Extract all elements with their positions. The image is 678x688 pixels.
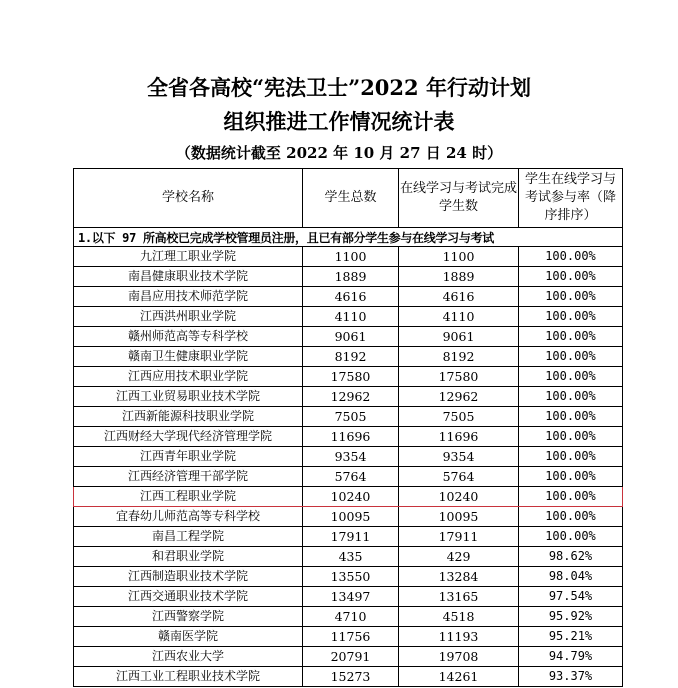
table-row	[74, 527, 623, 547]
school-name-cell: 江西制造职业技术学院	[74, 567, 303, 587]
participation-rate-cell: 100.00%	[519, 267, 623, 287]
student-total-cell: 4110	[303, 307, 399, 327]
table-row	[74, 507, 623, 527]
participation-rate-cell: 93.37%	[519, 667, 623, 687]
school-name-cell: 宜春幼儿师范高等专科学校	[74, 507, 303, 527]
school-name-cell: 江西交通职业技术学院	[74, 587, 303, 607]
school-name-cell: 赣南医学院	[74, 627, 303, 647]
completed-count-cell: 11193	[399, 627, 519, 647]
student-total-cell: 12962	[303, 387, 399, 407]
participation-rate-cell: 100.00%	[519, 287, 623, 307]
page-title-line2: 组织推进工作情况统计表	[223, 109, 455, 134]
participation-rate-cell: 100.00%	[519, 247, 623, 267]
section-header-row	[74, 228, 623, 247]
table-row	[74, 407, 623, 427]
student-total-cell: 10240	[303, 487, 399, 507]
table-row	[74, 647, 623, 667]
completed-count-cell: 4110	[399, 307, 519, 327]
student-total-cell: 4616	[303, 287, 399, 307]
table-header-row	[74, 169, 623, 228]
student-total-cell: 13497	[303, 587, 399, 607]
table-row	[74, 587, 623, 607]
school-name-cell: 江西洪州职业学院	[74, 307, 303, 327]
completed-count-cell: 9061	[399, 327, 519, 347]
participation-rate-cell: 95.92%	[519, 607, 623, 627]
participation-rate-cell: 100.00%	[519, 407, 623, 427]
table-row	[74, 247, 623, 267]
student-total-cell: 1889	[303, 267, 399, 287]
student-total-cell: 9061	[303, 327, 399, 347]
completed-count-cell: 19708	[399, 647, 519, 667]
school-name-cell: 江西财经大学现代经济管理学院	[74, 427, 303, 447]
school-name-cell: 赣州师范高等专科学校	[74, 327, 303, 347]
participation-rate-cell: 98.04%	[519, 567, 623, 587]
student-total-cell: 9354	[303, 447, 399, 467]
school-name-cell: 江西工程职业学院	[74, 487, 303, 507]
completed-count-cell: 17580	[399, 367, 519, 387]
table-row	[74, 427, 623, 447]
student-total-cell: 1100	[303, 247, 399, 267]
student-total-cell: 17911	[303, 527, 399, 547]
student-total-cell: 8192	[303, 347, 399, 367]
completed-count-cell: 13284	[399, 567, 519, 587]
completed-count-cell: 5764	[399, 467, 519, 487]
participation-rate-cell: 100.00%	[519, 447, 623, 467]
student-total-cell: 15273	[303, 667, 399, 687]
student-total-cell: 11756	[303, 627, 399, 647]
participation-rate-cell: 98.62%	[519, 547, 623, 567]
participation-rate-cell: 100.00%	[519, 427, 623, 447]
table-row	[74, 387, 623, 407]
school-name-cell: 江西经济管理干部学院	[74, 467, 303, 487]
student-total-cell: 7505	[303, 407, 399, 427]
school-name-cell: 江西农业大学	[74, 647, 303, 667]
table-row	[74, 567, 623, 587]
table-row	[74, 487, 623, 507]
table-row	[74, 607, 623, 627]
school-name-cell: 江西工业贸易职业技术学院	[74, 387, 303, 407]
completed-count-cell: 1889	[399, 267, 519, 287]
school-name-cell: 南昌应用技术师范学院	[74, 287, 303, 307]
participation-rate-cell: 95.21%	[519, 627, 623, 647]
school-name-cell: 九江理工职业学院	[74, 247, 303, 267]
table-row	[74, 447, 623, 467]
page-subtitle: （数据统计截至 2022 年 10 月 27 日 24 时）	[175, 144, 503, 162]
student-total-cell: 17580	[303, 367, 399, 387]
school-name-cell: 江西新能源科技职业学院	[74, 407, 303, 427]
participation-rate-cell: 94.79%	[519, 647, 623, 667]
completed-count-cell: 13165	[399, 587, 519, 607]
table-row	[74, 467, 623, 487]
participation-rate-cell: 100.00%	[519, 527, 623, 547]
school-name-cell: 南昌健康职业技术学院	[74, 267, 303, 287]
school-name-cell: 江西青年职业学院	[74, 447, 303, 467]
student-total-cell: 11696	[303, 427, 399, 447]
participation-rate-cell: 100.00%	[519, 467, 623, 487]
student-total-cell: 20791	[303, 647, 399, 667]
school-name-cell: 江西工业工程职业技术学院	[74, 667, 303, 687]
completed-count-cell: 9354	[399, 447, 519, 467]
participation-rate-cell: 100.00%	[519, 347, 623, 367]
completed-count-cell: 7505	[399, 407, 519, 427]
table-row	[74, 267, 623, 287]
header-total: 学生总数	[303, 169, 399, 228]
header-school: 学校名称	[74, 169, 303, 228]
school-name-cell: 赣南卫生健康职业学院	[74, 347, 303, 367]
table-row	[74, 627, 623, 647]
table-row	[74, 367, 623, 387]
student-total-cell: 4710	[303, 607, 399, 627]
participation-rate-cell: 100.00%	[519, 487, 623, 507]
header-rate: 学生在线学习与考试参与率（降序排序）	[519, 169, 623, 228]
school-name-cell: 江西警察学院	[74, 607, 303, 627]
completed-count-cell: 8192	[399, 347, 519, 367]
participation-rate-cell: 97.54%	[519, 587, 623, 607]
completed-count-cell: 14261	[399, 667, 519, 687]
completed-count-cell: 17911	[399, 527, 519, 547]
table-row	[74, 327, 623, 347]
participation-rate-cell: 100.00%	[519, 307, 623, 327]
completed-count-cell: 4616	[399, 287, 519, 307]
student-total-cell: 13550	[303, 567, 399, 587]
completed-count-cell: 429	[399, 547, 519, 567]
participation-rate-cell: 100.00%	[519, 367, 623, 387]
table-row	[74, 547, 623, 567]
completed-count-cell: 11696	[399, 427, 519, 447]
participation-rate-cell: 100.00%	[519, 327, 623, 347]
school-name-cell: 南昌工程学院	[74, 527, 303, 547]
table-row	[74, 347, 623, 367]
header-completed: 在线学习与考试完成学生数	[399, 169, 519, 228]
completed-count-cell: 12962	[399, 387, 519, 407]
stats-table	[73, 168, 623, 687]
student-total-cell: 435	[303, 547, 399, 567]
completed-count-cell: 4518	[399, 607, 519, 627]
student-total-cell: 10095	[303, 507, 399, 527]
table-row	[74, 667, 623, 687]
participation-rate-cell: 100.00%	[519, 387, 623, 407]
completed-count-cell: 1100	[399, 247, 519, 267]
completed-count-cell: 10240	[399, 487, 519, 507]
table-row	[74, 287, 623, 307]
school-name-cell: 和君职业学院	[74, 547, 303, 567]
page-title: 全省各高校“宪法卫士”2022 年行动计划	[147, 75, 531, 100]
student-total-cell: 5764	[303, 467, 399, 487]
school-name-cell: 江西应用技术职业学院	[74, 367, 303, 387]
section-header: 1.以下 97 所高校已完成学校管理员注册，且已有部分学生参与在线学习与考试	[74, 228, 623, 247]
table-row	[74, 307, 623, 327]
completed-count-cell: 10095	[399, 507, 519, 527]
participation-rate-cell: 100.00%	[519, 507, 623, 527]
